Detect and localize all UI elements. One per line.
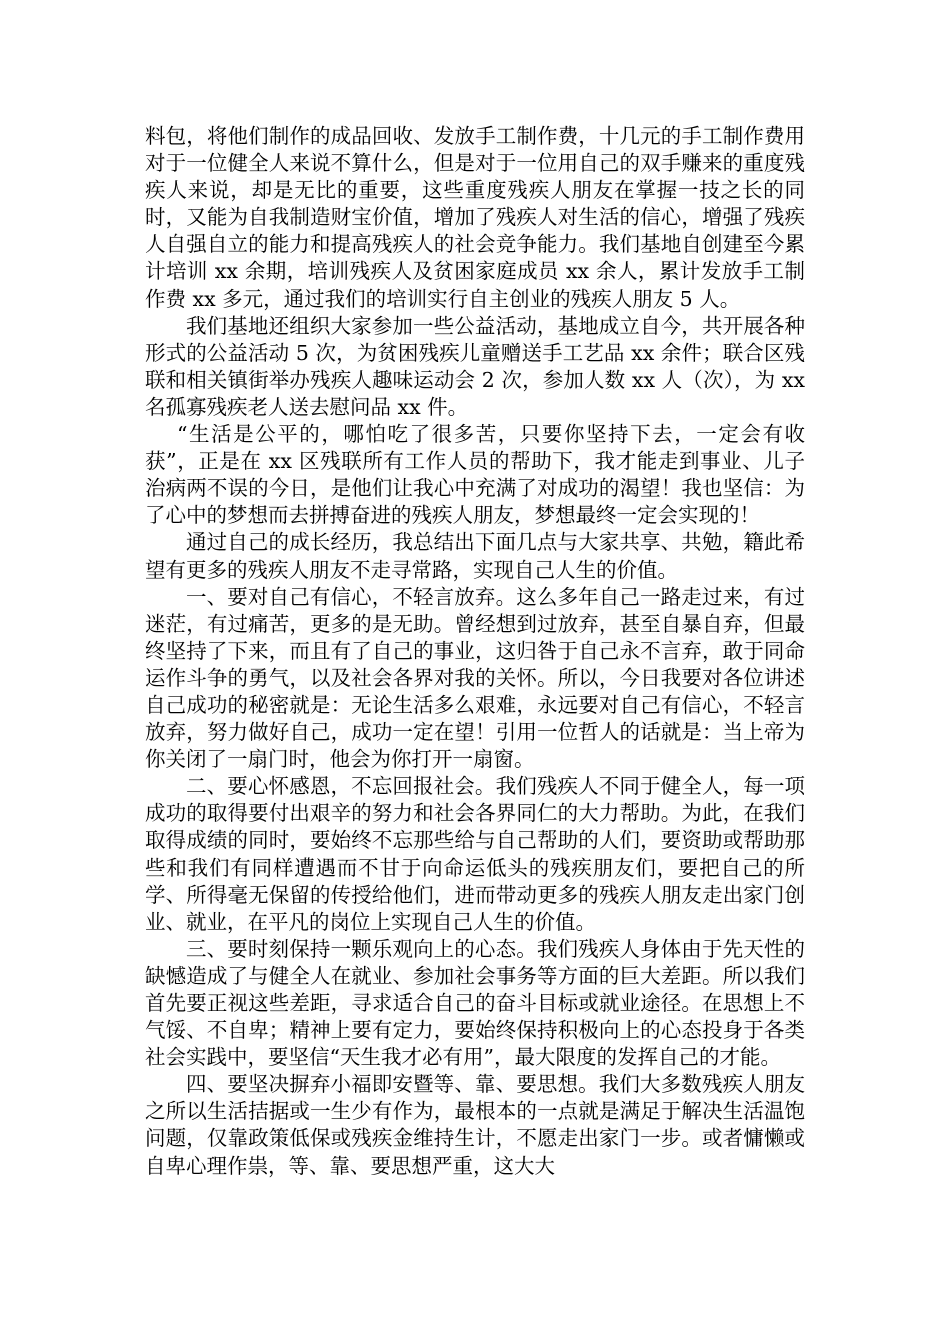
document-body xyxy=(145,123,805,1180)
paragraph-quote: “生活是公平的，哪怕吃了很多苦，只要你坚持下去，一定会有收获”，正是在 xx 区残联所有工作人员的帮助下，我才能走到事业、儿子治病两不误的今日，是他们让我心中充满了对成功的渴望！我也坚信：为了心中的梦想而去拼搏奋进的残疾人朋友，梦想最终一定会实现的！ xyxy=(145,422,805,528)
paragraph-1-continued: 料包，将他们制作的成品回收、发放手工制作费，十几元的手工制作费用对于一位健全人来说不算什么，但是对于一位用自己的双手赚来的重度残疾人来说，却是无比的重要，这些重度残疾人朋友在掌握一技之长的同时，又能为自我制造财宝价值，增加了残疾人对生活的信心，增强了残疾人自强自立的能力和提高残疾人的社会竞争能力。我们基地自创建至今累计培训 xx 余期，培训残疾人及贫困家庭成员 xx 余人，累计发放手工制作费 xx 多元，通过我们的培训实行自主创业的残疾人朋友 5 人。 xyxy=(145,124,805,311)
paragraph-summary-intro: 通过自己的成长经历，我总结出下面几点与大家共享、共勉，籍此希望有更多的残疾人朋友不走寻常路，实现自己人生的价值。 xyxy=(145,530,805,582)
paragraph-point-3: 三、要时刻保持一颗乐观向上的心态。我们残疾人身体由于先天性的缺憾造成了与健全人在就业、参加社会事务等方面的巨大差距。所以我们首先要正视这些差距，寻求适合自己的奋斗目标或就业途径。在思想上不气馁、不自卑；精神上要有定力，要始终保持积极向上的心态投身于各类社会实践中，要坚信“天生我才必有用”，最大限度的发挥自己的才能。 xyxy=(145,936,805,1070)
paragraph-point-4: 四、要坚决摒弃小福即安暨等、靠、要思想。我们大多数残疾人朋友之所以生活拮据或一生少有作为，最根本的一点就是满足于解决生活温饱问题，仅靠政策低保或残疾金维持生计，不愿走出家门一步。或者慵懒或自卑心理作祟，等、靠、要思想严重，这大大 xyxy=(145,1072,805,1178)
paragraph-public-welfare: 我们基地还组织大家参加一些公益活动，基地成立自今，共开展各种形式的公益活动 5 次，为贫困残疾儿童赠送手工艺品 xx 余件；联合区残联和相关镇街举办残疾人趣味运动会 2 次，参加人数 xx 人（次），为 xx 名孤寡残疾老人送去慰问品 xx 件。 xyxy=(145,313,805,419)
paragraph-point-2: 二、要心怀感恩，不忘回报社会。我们残疾人不同于健全人，每一项成功的取得要付出艰辛的努力和社会各界同仁的大力帮助。为此，在我们取得成绩的同时，要始终不忘那些给与自己帮助的人们，要资助或帮助那些和我们有同样遭遇而不甘于向命运低头的残疾朋友们，要把自己的所学、所得毫无保留的传授给他们，进而带动更多的残疾人朋友走出家门创业、就业，在平凡的岗位上实现自己人生的价值。 xyxy=(145,774,805,934)
paragraph-point-1: 一、要对自己有信心，不轻言放弃。这么多年自己一路走过来，有过迷茫，有过痛苦，更多的是无助。曾经想到过放弃，甚至自暴自弃，但最终坚持了下来，而且有了自己的事业，这归咎于自己永不言弃，敢于同命运作斗争的勇气，以及社会各界对我的关怀。所以，今日我要对各位讲述自己成功的秘密就是：无论生活多么艰难，永远要对自己有信心，不轻言放弃，努力做好自己，成功一定在望！引用一位哲人的话就是：当上帝为你关闭了一扇门时，他会为你打开一扇窗。 xyxy=(145,584,805,772)
